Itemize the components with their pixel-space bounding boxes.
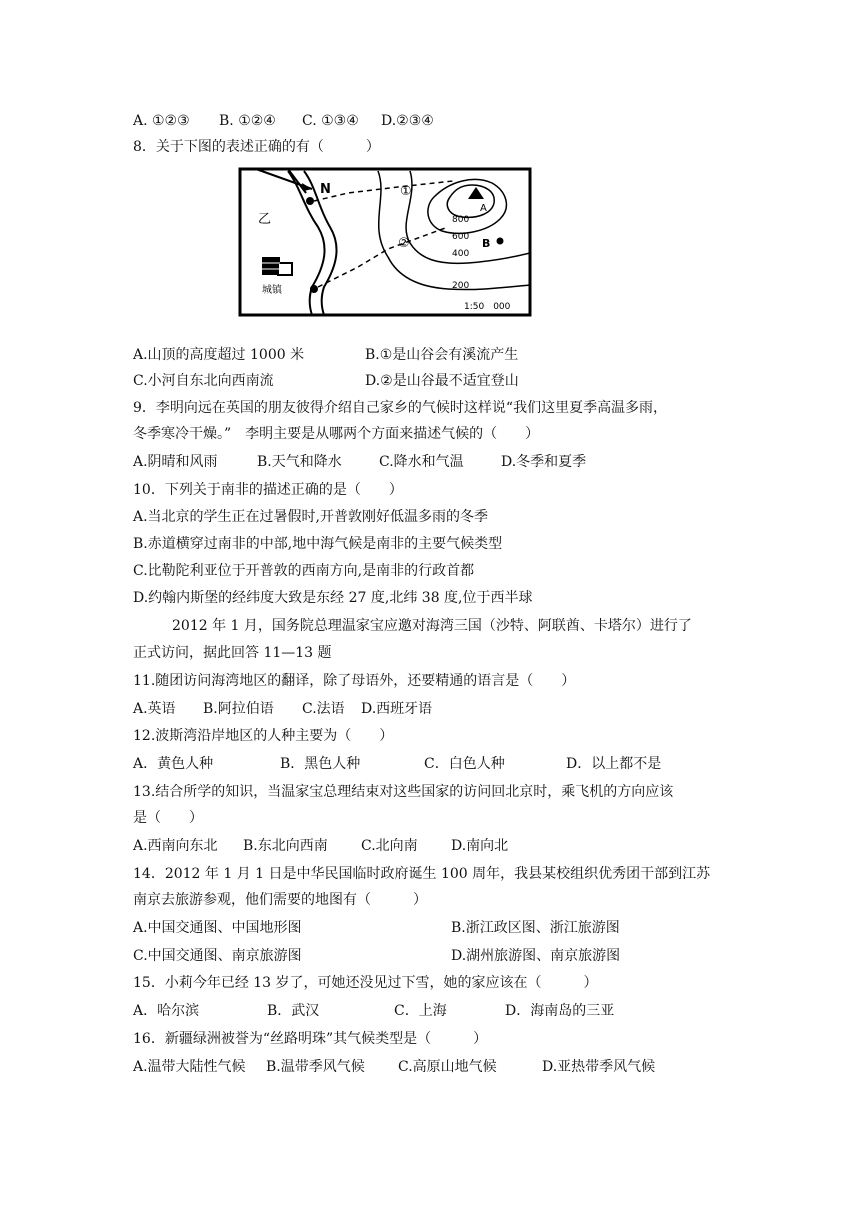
q10-option-d: D.约翰内斯堡的经纬度大致是东经 27 度,北纬 38 度,位于西半球 <box>133 590 533 606</box>
q16-stem: 16．新疆绿洲被誉为“丝路明珠”其气候类型是（ ） <box>133 1031 488 1047</box>
q13-stem-line1: 13.结合所学的知识，当温家宝总理结束对这些国家的访问回北京时，乘飞机的方向应该 <box>133 784 674 800</box>
option-a: A．哈尔滨 <box>133 1003 200 1019</box>
option-a: A.中国交通图、中国地形图 <box>133 920 302 936</box>
q12-stem: 12.波斯湾沿岸地区的人种主要为（ ） <box>133 728 394 744</box>
q10-option-c: C.比勒陀利亚位于开普敦的西南方向,是南非的行政首都 <box>133 563 475 579</box>
option-d: D.亚热带季风气候 <box>542 1059 656 1075</box>
option-d: D.②是山谷最不适宜登山 <box>365 373 519 389</box>
option-a: A. ①②③ <box>133 113 190 129</box>
option-a: A.西南向东北 <box>133 838 218 854</box>
intro-line1: 2012 年 1 月，国务院总理温家宝应邀对海湾三国（沙特、阿联酋、卡塔尔）进行了 <box>172 618 692 634</box>
intro-line2: 正式访问，据此回答 11—13 题 <box>133 645 332 661</box>
option-c: C.小河自东北向西南流 <box>133 373 274 389</box>
q14-stem-line1: 14．2012 年 1 月 1 日是中华民国临时政府诞生 100 周年，我县某校组织优秀团干部到江苏 <box>133 866 711 882</box>
q9-stem-line2: 冬季寒冷干燥。” 李明主要是从哪两个方面来描述气候的（ ） <box>133 426 540 442</box>
option-b: B.温带季风气候 <box>266 1059 365 1075</box>
town-label: 城镇 <box>262 285 282 296</box>
option-b: B．黑色人种 <box>280 756 361 772</box>
option-c: C．白色人种 <box>424 756 505 772</box>
option-b: B.浙江政区图、浙江旅游图 <box>451 920 620 936</box>
option-a: A.阴晴和风雨 <box>133 454 218 470</box>
label-b: B <box>482 237 491 250</box>
option-b: B．武汉 <box>267 1003 320 1019</box>
option-d: D．以上都不是 <box>566 756 662 772</box>
option-b: B.①是山谷会有溪流产生 <box>365 347 519 363</box>
option-a: A.英语 <box>133 701 176 717</box>
option-d: D.湖州旅游图、南京旅游图 <box>451 948 621 964</box>
option-c: C.高原山地气候 <box>398 1059 497 1075</box>
river-point-north <box>306 197 314 205</box>
contour-label-400: 400 <box>452 249 470 259</box>
option-c: C. ①③④ <box>302 113 359 129</box>
label-a: A <box>480 203 487 214</box>
option-d: D．海南岛的三亚 <box>505 1003 615 1019</box>
point-b-marker <box>497 238 504 245</box>
option-c: C.降水和气温 <box>379 454 464 470</box>
q10-option-b: B.赤道横穿过南非的中部,地中海气候是南非的主要气候类型 <box>133 536 503 552</box>
option-a: A.山顶的高度超过 1000 米 <box>133 347 305 363</box>
label-circle-2: ② <box>398 236 410 251</box>
scale-label: 1:50 000 <box>464 302 511 312</box>
option-d: D.冬季和夏季 <box>501 454 587 470</box>
option-c: C.中国交通图、南京旅游图 <box>133 948 302 964</box>
contour-label-600: 600 <box>452 232 470 242</box>
river-point-town <box>310 285 318 293</box>
q15-stem: 15．小莉今年已经 13 岁了，可她还没见过下雪，她的家应该在（ ） <box>133 975 598 991</box>
q14-stem-line2: 南京去旅游参观，他们需要的地图有（ ） <box>133 892 427 908</box>
q13-stem-line2: 是（ ） <box>133 810 203 826</box>
option-a: A．黄色人种 <box>133 756 214 772</box>
contour-label-800: 800 <box>452 215 470 225</box>
option-c: C.法语 <box>302 701 345 717</box>
option-d: D.南向北 <box>451 838 509 854</box>
q9-stem-line1: 9．李明向远在英国的朋友彼得介绍自己家乡的气候时这样说“我们这里夏季高温多雨， <box>133 400 668 416</box>
contour-label-200: 200 <box>452 281 470 291</box>
option-d: D.②③④ <box>381 113 434 129</box>
contour-map-figure <box>238 167 532 317</box>
label-circle-1: ① <box>400 184 412 199</box>
q11-stem: 11.随团访问海湾地区的翻译，除了母语外，还要精通的语言是（ ） <box>133 673 576 689</box>
option-a: A.温带大陆性气候 <box>133 1059 246 1075</box>
option-c: C.北向南 <box>361 838 418 854</box>
q10-option-a: A.当北京的学生正在过暑假时,开普敦刚好低温多雨的冬季 <box>133 509 489 525</box>
option-c: C．上海 <box>394 1003 447 1019</box>
north-label: N <box>320 182 331 197</box>
option-b: B. ①②④ <box>219 113 276 129</box>
option-b: B.阿拉伯语 <box>203 701 274 717</box>
option-d: D.西班牙语 <box>361 701 433 717</box>
option-b: B.东北向西南 <box>243 838 328 854</box>
q10-stem: 10．下列关于南非的描述正确的是（ ） <box>133 482 403 498</box>
yi-label: 乙 <box>258 212 272 227</box>
option-b: B.天气和降水 <box>257 454 342 470</box>
q8-stem: 8．关于下图的表述正确的有（ ） <box>133 139 380 155</box>
